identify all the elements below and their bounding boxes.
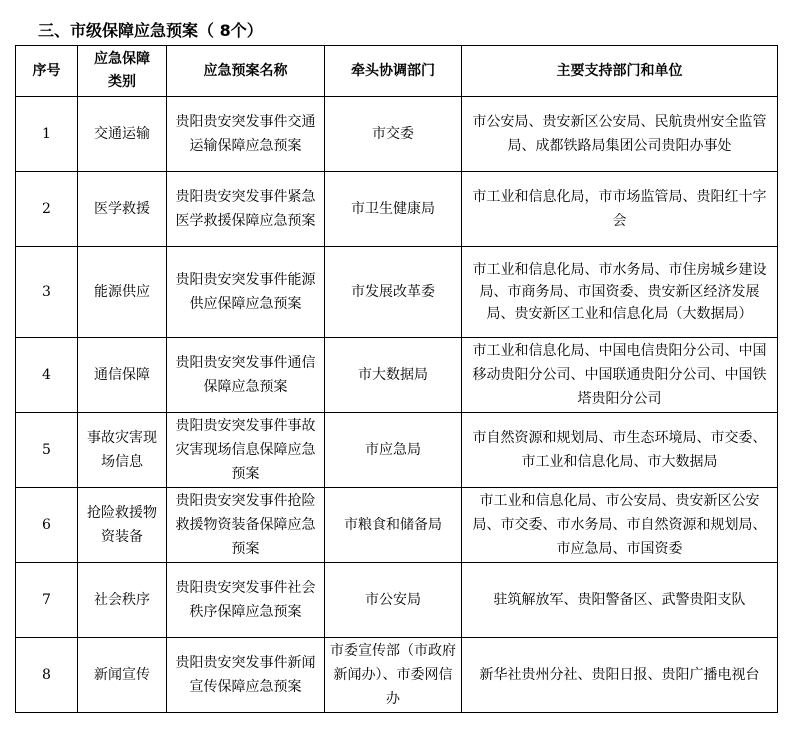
header-no: 序号	[16, 46, 78, 97]
row-category: 社会秩序	[78, 563, 167, 638]
header-plan: 应急预案名称	[167, 46, 325, 97]
row-no: 1	[16, 97, 78, 172]
row-plan: 贵阳贵安突发事件事故灾害现场信息保障应急预案	[167, 413, 325, 488]
row-support: 驻筑解放军、贵阳警备区、武警贵阳支队	[462, 563, 778, 638]
row-category: 能源供应	[78, 247, 167, 338]
row-support: 市工业和信息化局、中国电信贵阳分公司、中国移动贵阳分公司、中国联通贵阳分公司、中国铁塔贵阳分公司	[462, 338, 778, 413]
row-plan: 贵阳贵安突发事件通信保障应急预案	[167, 338, 325, 413]
row-plan: 贵阳贵安突发事件紧急医学救援保障应急预案	[167, 172, 325, 247]
row-support: 新华社贵州分社、贵阳日报、贵阳广播电视台	[462, 638, 778, 713]
table-row	[16, 488, 778, 563]
row-support: 市公安局、贵安新区公安局、民航贵州安全监管局、成都铁路局集团公司贵阳办事处	[462, 97, 778, 172]
table-row	[16, 172, 778, 247]
header-support: 主要支持部门和单位	[462, 46, 778, 97]
row-plan: 贵阳贵安突发事件能源供应保障应急预案	[167, 247, 325, 338]
row-lead: 市大数据局	[325, 338, 462, 413]
row-support: 市工业和信息化局、市水务局、市住房城乡建设局、市商务局、市国资委、贵安新区经济发展局、贵安新区工业和信息化局（大数据局）	[462, 247, 778, 338]
row-plan: 贵阳贵安突发事件交通运输保障应急预案	[167, 97, 325, 172]
row-plan: 贵阳贵安突发事件社会秩序保障应急预案	[167, 563, 325, 638]
table-row	[16, 97, 778, 172]
row-lead: 市交委	[325, 97, 462, 172]
row-support: 市工业和信息化局，市市场监管局、贵阳红十字会	[462, 172, 778, 247]
row-category: 事故灾害现场信息	[78, 413, 167, 488]
row-no: 3	[16, 247, 78, 338]
row-no: 7	[16, 563, 78, 638]
section-title: 三、市级保障应急预案（ 8个）	[38, 21, 263, 40]
table-row	[16, 247, 778, 338]
row-lead: 市公安局	[325, 563, 462, 638]
header-category: 应急保障类别	[78, 46, 167, 97]
row-lead: 市粮食和储备局	[325, 488, 462, 563]
row-no: 5	[16, 413, 78, 488]
contingency-plan-table	[15, 45, 778, 713]
row-lead: 市应急局	[325, 413, 462, 488]
row-no: 8	[16, 638, 78, 713]
row-no: 2	[16, 172, 78, 247]
row-lead: 市委宣传部（市政府新闻办）、市委网信办	[325, 638, 462, 713]
table-row	[16, 413, 778, 488]
row-support: 市工业和信息化局、市公安局、贵安新区公安局、市交委、市水务局、市自然资源和规划局、市应急局、市国资委	[462, 488, 778, 563]
header-lead: 牵头协调部门	[325, 46, 462, 97]
row-plan: 贵阳贵安突发事件新闻宣传保障应急预案	[167, 638, 325, 713]
row-category: 医学救援	[78, 172, 167, 247]
row-no: 4	[16, 338, 78, 413]
table-row	[16, 563, 778, 638]
row-plan: 贵阳贵安突发事件抢险救援物资装备保障应急预案	[167, 488, 325, 563]
table-row	[16, 638, 778, 713]
table-header-row	[16, 46, 778, 97]
row-category: 通信保障	[78, 338, 167, 413]
table-row	[16, 338, 778, 413]
row-category: 交通运输	[78, 97, 167, 172]
row-lead: 市卫生健康局	[325, 172, 462, 247]
row-category: 新闻宣传	[78, 638, 167, 713]
row-support: 市自然资源和规划局、市生态环境局、市交委、市工业和信息化局、市大数据局	[462, 413, 778, 488]
row-category: 抢险救援物资装备	[78, 488, 167, 563]
row-no: 6	[16, 488, 78, 563]
row-lead: 市发展改革委	[325, 247, 462, 338]
